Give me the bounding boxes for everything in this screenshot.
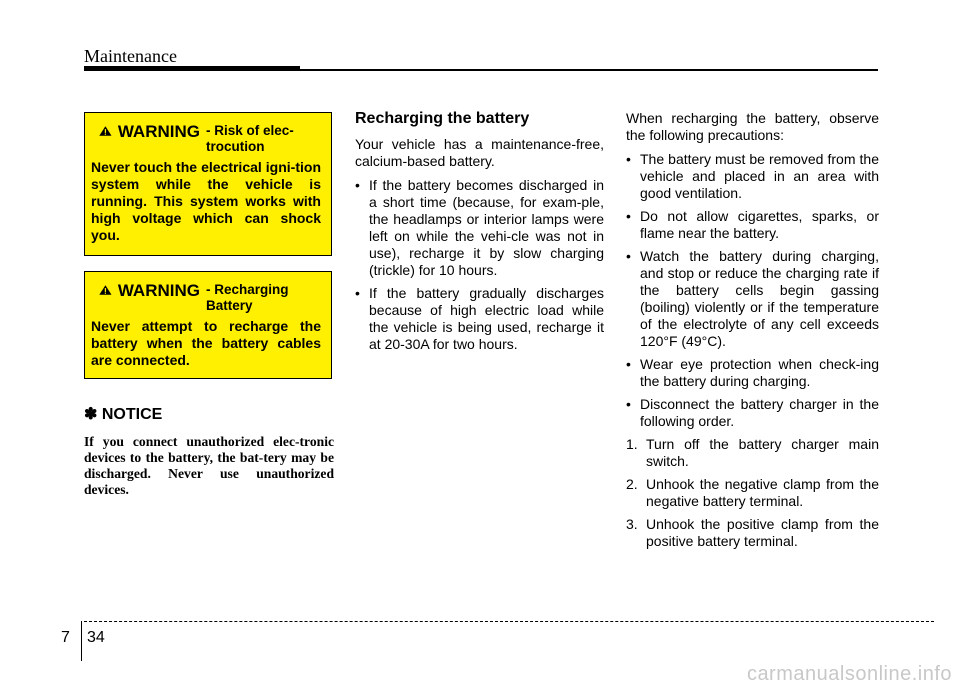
warning-word: WARNING [117, 122, 200, 141]
header-rule-thin [300, 69, 878, 71]
bullet-item: • Disconnect the battery charger in the following order. [626, 396, 879, 430]
footer-dashed-rule [84, 621, 934, 622]
warning-subject: - Risk of elec-trocution [206, 123, 294, 154]
watermark: carmanualsonline.info [746, 663, 952, 685]
bullet-item: • Do not allow cigarettes, sparks, or flame near the battery. [626, 208, 879, 242]
step-text: Unhook the positive clamp from the positive battery terminal. [646, 516, 879, 549]
step-number: 1. [626, 436, 638, 452]
step-number: 2. [626, 476, 638, 492]
bullet-item: • Watch the battery during charging, and stop or reduce the charging rate if the battery cells begin gassing (boiling) violently or if the temperature of the electrolyte of any cell exceeds 120°F (49°C). [626, 248, 879, 350]
recharging-bullet-list [355, 177, 604, 353]
warning-body: Never touch the electrical igni-tion system while the vehicle is running. This system works with high voltage which can shock you. [91, 159, 321, 243]
bullet-item: • If the battery becomes discharged in a short time (because, for exam-ple, the headlamps or interior lamps were left on while the vehi-cle was not in use), recharge it by slow charging (trickle) for 10 hours. [355, 177, 604, 279]
warning-box-electrocution [84, 112, 332, 256]
header-rule-thick [84, 66, 300, 71]
warning-title [91, 123, 321, 155]
recharging-section [355, 110, 604, 359]
section-title: Recharging the battery [355, 110, 530, 127]
warning-box-recharging [84, 271, 332, 379]
page-header-title: Maintenance [84, 46, 177, 66]
step-item [626, 476, 879, 510]
disconnect-steps-list [626, 436, 879, 550]
warning-word: WARNING [117, 281, 200, 300]
section-intro: Your vehicle has a maintenance-free, calcium-based battery. [355, 136, 604, 169]
footer-page-number: 34 [87, 629, 105, 646]
step-item [626, 436, 879, 470]
bullet-item: • If the battery gradually discharges because of high electric load while the vehicle is being used, recharge it at 20-30A for two hours. [355, 285, 604, 353]
footer-divider [81, 621, 82, 661]
step-text: Unhook the negative clamp from the negative battery terminal. [646, 476, 879, 509]
notice-title: ✽ NOTICE [84, 406, 163, 423]
step-item [626, 516, 879, 550]
bullet-item: • Wear eye protection when check-ing the battery during charging. [626, 356, 879, 390]
step-number: 3. [626, 516, 638, 532]
footer-chapter-number: 7 [61, 629, 70, 646]
warning-subject: - Recharging Battery [206, 282, 289, 313]
step-text: Turn off the battery charger main switch. [646, 436, 879, 469]
precautions-bullet-list [626, 151, 879, 430]
precautions-section [626, 110, 879, 556]
notice-section [84, 404, 334, 498]
precautions-intro: When recharging the battery, observe the following precautions: [626, 110, 879, 143]
warning-body: Never attempt to recharge the battery when the battery cables are connected. [91, 318, 321, 368]
warning-triangle-icon [99, 123, 112, 139]
notice-body: If you connect unauthorized elec-tronic devices to the battery, the bat-tery may be discharged. Never use unauthorized devices. [84, 434, 334, 497]
warning-triangle-icon [99, 282, 112, 298]
bullet-item: • The battery must be removed from the vehicle and placed in an area with good ventilation. [626, 151, 879, 202]
warning-title [91, 282, 321, 314]
